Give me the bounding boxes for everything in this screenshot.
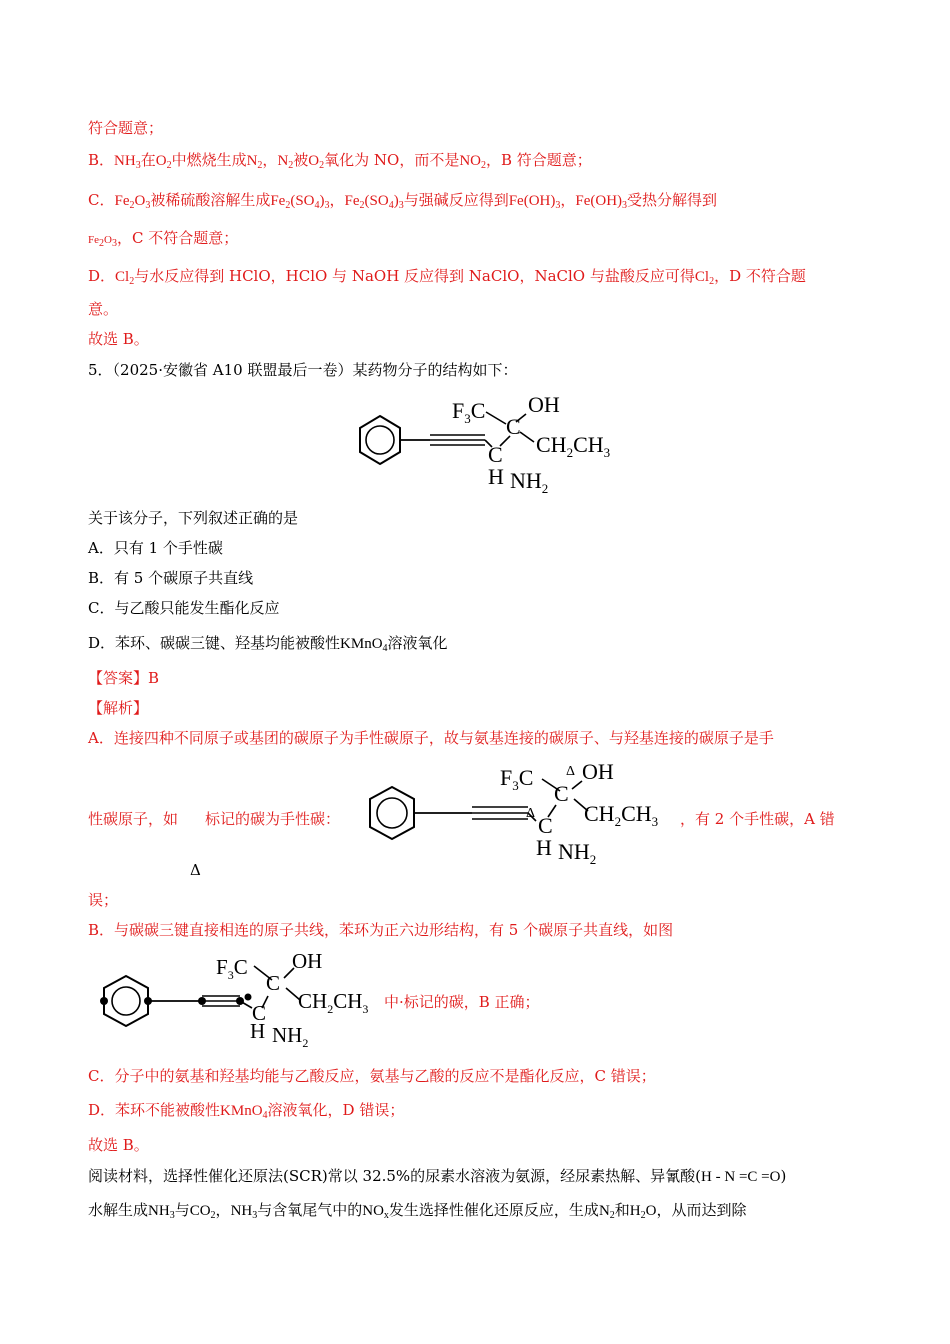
molecule-chiral-marked <box>360 755 680 867</box>
explanation-b-line: B．$NH_3$在$O_2$中燃烧生成$N_2$，$N_2$被$O_2$氧化为 NO，而不是$NO_2$，B 符合题意； <box>88 151 592 171</box>
answer: 【答案】B <box>88 669 160 687</box>
svg-text:C: C <box>252 1001 267 1025</box>
dot-mark <box>245 994 252 1001</box>
ethyl-label: $CH_2CH_3$ <box>536 432 611 460</box>
line-conclusion-a: 符合题意； <box>88 119 164 137</box>
explanation-d-line2: 意。 <box>88 300 119 318</box>
option-c: C．与乙酸只能发生酯化反应 <box>88 599 280 617</box>
svg-text:C: C <box>554 781 569 806</box>
explanation-a-line2c: ，有 2 个手性碳，A 错 <box>680 810 835 828</box>
svg-text:OH: OH <box>292 949 323 973</box>
svg-text:NH2: $NH_2$ <box>558 839 597 867</box>
option-a: A．只有 1 个手性碳 <box>88 539 223 557</box>
explanation-a-line2a: 性碳原子，如 <box>88 810 179 828</box>
question-5-title: 5．（2025·安徽省 A10 联盟最后一卷）某药物分子的结构如下： <box>88 361 518 379</box>
molecule-colinear-marked <box>90 948 390 1048</box>
delta-symbol: Δ <box>190 861 201 879</box>
molecule-structure <box>320 390 640 500</box>
conclusion-1: 故选 B。 <box>88 330 149 348</box>
explanation-c-line2: Fe2O3，C 不符合题意； <box>88 229 239 249</box>
option-b: B．有 5 个碳原子共直线 <box>88 569 254 587</box>
svg-text:H: H <box>250 1019 266 1043</box>
explanation-a-line3: 误； <box>88 891 119 909</box>
explanation-c-line1: C．$Fe_2O_3$被稀硫酸溶解生成$Fe_2(SO_4)_3$，$Fe_2(SO_4)_3$与强碱反应得到$Fe(OH)_3$，$Fe(OH)_3$受热分解得到 <box>88 191 718 211</box>
delta-mark-1: Δ <box>566 764 576 779</box>
explanation-b-analysis: B．与碳碳三键直接相连的原子共线，苯环为正六边形结构，有 5 个碳原子共直线，如图 <box>88 921 674 939</box>
explanation-d-line1: D．$Cl_2$与水反应得到 HClO，HClO 与 NaOH 反应得到 NaClO，NaClO 与盐酸反应可得$Cl_2$，D 不符合题 <box>88 267 806 287</box>
carbon-label: C <box>506 414 521 439</box>
svg-text:CH2CH3: $CH_2CH_3$ <box>584 801 659 829</box>
explanation-a-line2b: 标记的碳为手性碳： <box>205 810 341 828</box>
svg-text:NH2: $NH_2$ <box>272 1023 309 1048</box>
explanation-b-conclusion: 中·标记的碳，B 正确； <box>384 993 540 1011</box>
svg-text:F3C: $F_3C$ <box>500 765 534 793</box>
analysis-heading: 【解析】 <box>88 699 149 717</box>
svg-text:C: C <box>266 971 281 995</box>
svg-text:CH2CH3: $CH_2CH_3$ <box>298 989 369 1016</box>
option-d: D．苯环、碳碳三键、羟基均能被酸性KMnO$_4$溶液氧化 <box>88 634 448 654</box>
svg-text:H: H <box>536 835 552 860</box>
nh2-label: $NH_2$ <box>510 468 549 496</box>
oh-label: OH <box>528 392 560 417</box>
conclusion-2: 故选 B。 <box>88 1136 149 1154</box>
reading-material-line2: 水解生成$NH_3$与$CO_2$，$NH_3$与含氧尾气中的$NO_x$发生选择性催化还原反应，生成$N_2$和$H_2O$，从而达到除 <box>88 1201 747 1221</box>
h-label: H <box>488 464 504 489</box>
svg-text:C: C <box>538 813 553 838</box>
f3c-label: $F_3C$ <box>452 398 486 426</box>
reading-material-line1: 阅读材料，选择性催化还原法(SCR)常以 32.5%的尿素水溶液为氨源，经尿素热解、异氰酸(H - N =C =O) <box>88 1167 787 1185</box>
carbon-label-2: C <box>488 442 503 467</box>
question-stem: 关于该分子，下列叙述正确的是 <box>88 509 299 527</box>
explanation-d-analysis: D．苯环不能被酸性KMnO$_4$溶液氧化，D 错误； <box>88 1101 405 1121</box>
explanation-a-line1: A．连接四种不同原子或基团的碳原子为手性碳原子，故与氨基连接的碳原子、与羟基连接的碳原子是手 <box>88 729 774 747</box>
svg-text:F3C: $F_3C$ <box>216 955 248 982</box>
explanation-c-analysis: C．分子中的氨基和羟基均能与乙酸反应，氨基与乙酸的反应不是酯化反应，C 错误； <box>88 1067 656 1085</box>
svg-text:OH: OH <box>582 759 614 784</box>
delta-mark-2: Δ <box>526 806 536 821</box>
